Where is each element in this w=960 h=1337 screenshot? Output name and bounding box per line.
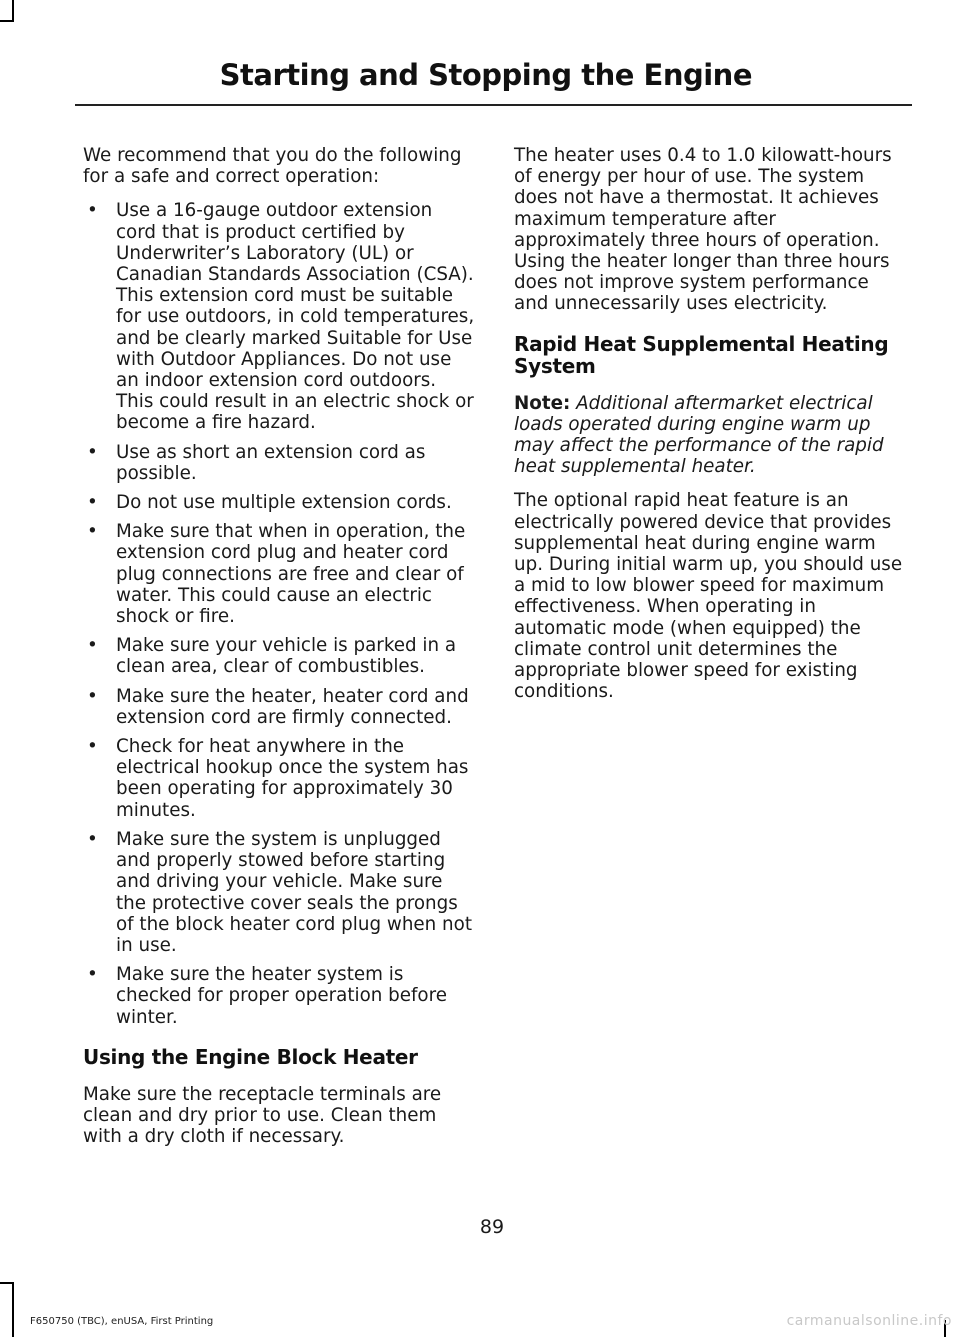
page-title: Starting and Stopping the Engine	[219, 58, 752, 92]
list-item: • Make sure the heater, heater cord and extension cord are firmly connected.	[87, 685, 469, 728]
page-number: 89	[479, 1216, 505, 1238]
crop-mark-bottom-left	[12, 1282, 14, 1337]
intro-paragraph: We recommend that you do the following for a safe and correct operation:	[83, 145, 462, 188]
list-item: • Make sure the heater system is checked for proper operation before winter.	[87, 964, 447, 1028]
note-text: Additional aftermarket electrical loads operated during engine warm up may affect the performance of the rapid heat supplemental heater.	[514, 392, 884, 478]
list-item: • Use as short an extension cord as possible.	[87, 441, 426, 484]
list-item: • Use a 16-gauge outdoor extension cord that is product certified by Underwriter’s Laboratory (UL) or Canadian Standards Association (CSA). This extension cord must be suitable for use outdoors, in cold temperatures, and be clearly marked Suitable for Use with Outdoor Appliances. Do not use an indoor extension cord outdoors. This could result in an electric shock or become a fire hazard.	[87, 200, 475, 434]
crop-mark-top-left-h	[0, 20, 14, 22]
section-heading-block-heater: Using the Engine Block Heater	[83, 1044, 418, 1069]
list-item: • Check for heat anywhere in the electrical hookup once the system has been operating for approximately 30 minutes.	[87, 736, 469, 821]
footer-print-info: F650750 (TBC), enUSA, First Printing	[30, 1316, 214, 1327]
left-column	[83, 145, 475, 1160]
rapid-heat-paragraph: The optional rapid heat feature is an electrically powered device that provides supplemental heat during engine warm up. During initial warm up, you should use a mid to low blower speed for maximum effectiveness. When operating in automatic mode (when equipped) the climate control unit determines the appropriate blower speed for existing conditions.	[514, 490, 903, 703]
note-label: Note:	[514, 392, 571, 414]
crop-mark-bottom-left-h	[0, 1282, 14, 1284]
list-item: • Make sure that when in operation, the extension cord plug and heater cord plug connections are free and clear of water. This could cause an electric shock or fire.	[87, 521, 466, 628]
list-item: • Make sure your vehicle is parked in a clean area, clear of combustibles.	[87, 635, 457, 678]
list-item: • Make sure the system is unplugged and properly stowed before starting and driving your vehicle. Make sure the protective cover seals the prongs of the block heater cord plug when not in use.	[87, 828, 472, 956]
section-heading-rapid-heat: Rapid Heat Supplemental Heating System	[514, 331, 889, 378]
header-rule	[75, 104, 912, 106]
right-column	[514, 145, 908, 715]
list-item: • Do not use multiple extension cords.	[87, 492, 452, 514]
crop-mark-top-left-v	[12, 0, 14, 20]
block-heater-paragraph: Make sure the receptacle terminals are clean and dry prior to use. Clean them with a dry cloth if necessary.	[83, 1083, 442, 1148]
heater-usage-paragraph: The heater uses 0.4 to 1.0 kilowatt-hours of energy per hour of use. The system does not have a thermostat. It achieves maximum temperature after approximately three hours of operation. Using the heater longer than three hours does not improve system performance and unnecessarily uses electricity.	[514, 145, 892, 315]
watermark: carmanualsonline.info	[786, 1313, 952, 1329]
note	[514, 393, 908, 478]
safety-list	[83, 200, 475, 1027]
